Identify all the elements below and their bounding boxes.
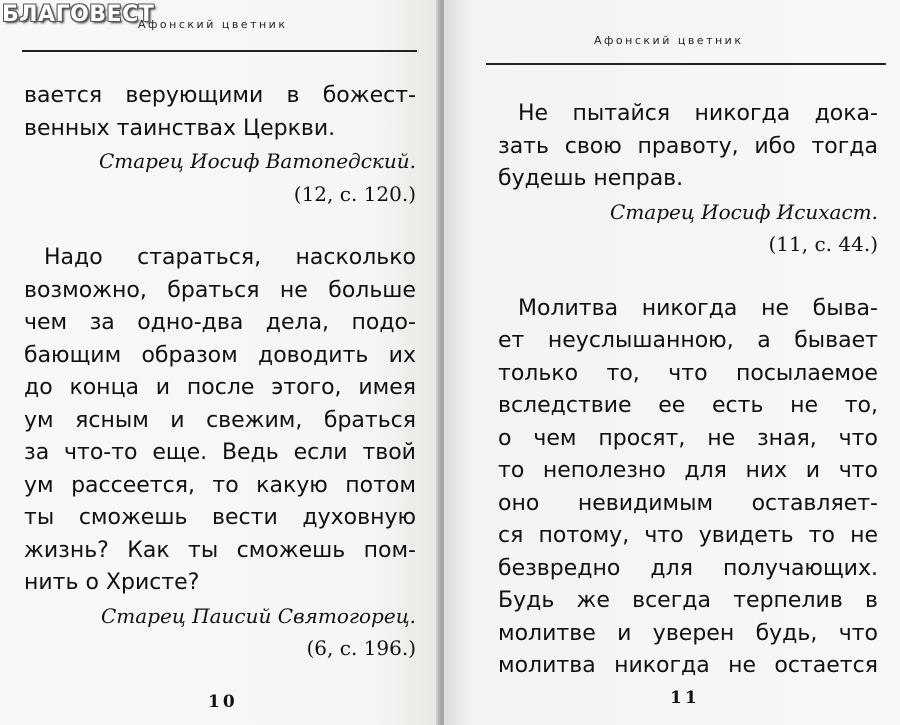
text-line: Будь же всегда терпелив в	[498, 588, 878, 613]
text-line: ет неуслышанною, а бывает	[498, 328, 878, 353]
text-line: Надо стараться, насколько	[44, 245, 416, 270]
text-line: возможно, браться не больше	[24, 277, 416, 303]
right-page-text	[498, 98, 878, 683]
text-line: до конца и после этого, имея	[24, 375, 416, 400]
text-line: о чем просят, не зная, что	[498, 425, 878, 451]
quote-author: Старец Иосиф Ватопедский.	[98, 149, 416, 173]
text-line: венных таинствах Церкви.	[24, 115, 336, 141]
watermark-logo: БЛАГОВЕСТ	[2, 2, 155, 27]
text-line: зать свою правоту, ибо тогда	[498, 133, 878, 159]
text-line: молитве и уверен будь, что	[498, 620, 878, 646]
header-rule-left	[22, 50, 417, 52]
text-line: бающим образом доводить их	[24, 342, 416, 368]
text-line: чем за одно-два дела, подо-	[24, 310, 416, 335]
text-line: молитва никогда не остается	[498, 653, 878, 678]
running-head-right: Афонский цветник	[594, 34, 744, 47]
text-line: безвредно для получающих.	[498, 555, 878, 581]
text-line: нить о Христе?	[24, 570, 200, 595]
text-line: ум рассеется, то какую потом	[24, 472, 416, 498]
text-line: то неполезно для них и что	[498, 458, 878, 483]
page-number-left: 10	[208, 692, 238, 712]
text-line: вается верующими в божест-	[24, 83, 416, 108]
text-line: будешь неправ.	[498, 166, 684, 191]
quote-reference: (12, с. 120.)	[293, 181, 416, 206]
text-line: ум ясным и свежим, браться	[24, 407, 416, 433]
header-rule-right	[486, 63, 886, 65]
text-line: оно невидимым оставляет-	[498, 490, 878, 516]
right-page	[444, 0, 900, 725]
text-line: ся потому, что увидеть то не	[498, 523, 878, 548]
quote-reference: (11, с. 44.)	[768, 232, 878, 256]
text-line: жизнь? Как ты сможешь пом-	[24, 537, 416, 563]
text-line: за что-то еще. Ведь если твой	[24, 440, 416, 465]
text-line: вследствие ее есть не то,	[498, 393, 878, 418]
quote-reference: (6, с. 196.)	[306, 636, 416, 660]
page-number-right: 11	[670, 688, 700, 708]
text-line: только то, что посылаемое	[498, 360, 878, 386]
left-page-text	[24, 80, 416, 665]
quote-author: Старец Иосиф Исихаст.	[610, 199, 878, 224]
text-line: Не пытайся никогда дока-	[518, 101, 878, 126]
quote-author: Старец Паисий Святогорец.	[101, 603, 416, 628]
text-line: ты сможешь вести духовную	[24, 505, 416, 530]
running-head-left: Афонский цветник	[138, 18, 288, 31]
left-page	[0, 0, 440, 725]
text-line: Молитва никогда не быва-	[518, 295, 878, 321]
